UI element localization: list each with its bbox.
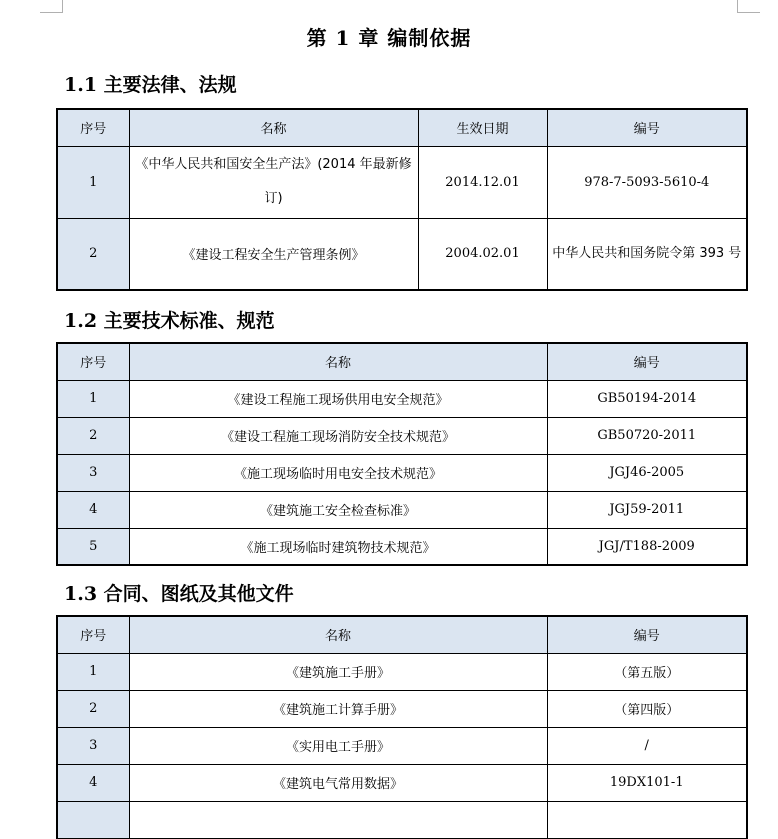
row-code — [547, 801, 747, 838]
section-heading-laws: 1.1 主要法律、法规 — [64, 74, 237, 96]
row-name — [129, 801, 547, 838]
table-row — [57, 653, 747, 690]
row-index: 1 — [57, 380, 129, 417]
row-code: JGJ46-2005 — [547, 454, 747, 491]
row-name: 《中华人民共和国安全生产法》(2014 年最新修订) — [129, 146, 418, 218]
table-header-row — [57, 616, 747, 653]
table-row — [57, 491, 747, 528]
laws-table — [56, 108, 748, 291]
row-date: 2004.02.01 — [418, 218, 547, 290]
table-row — [57, 690, 747, 727]
section-heading-standards: 1.2 主要技术标准、规范 — [64, 310, 275, 332]
chapter-title: 第 1 章 编制依据 — [306, 26, 472, 50]
header-index: 序号 — [57, 109, 129, 146]
table-row — [57, 528, 747, 565]
table-row — [57, 146, 747, 218]
table-row — [57, 417, 747, 454]
row-index: 2 — [57, 690, 129, 727]
row-index: 4 — [57, 491, 129, 528]
table-header-row — [57, 343, 747, 380]
header-index: 序号 — [57, 343, 129, 380]
row-index: 4 — [57, 764, 129, 801]
page-corner-mark-left — [40, 0, 63, 13]
header-date: 生效日期 — [418, 109, 547, 146]
row-name: 《建设工程施工现场供用电安全规范》 — [129, 380, 547, 417]
header-index: 序号 — [57, 616, 129, 653]
header-name: 名称 — [129, 109, 418, 146]
row-index: 3 — [57, 727, 129, 764]
documents-table — [56, 615, 748, 839]
row-code: 中华人民共和国务院令第 393 号 — [547, 218, 747, 290]
row-code: JGJ59-2011 — [547, 491, 747, 528]
row-name: 《实用电工手册》 — [129, 727, 547, 764]
row-name: 《建筑施工安全检查标准》 — [129, 491, 547, 528]
row-name: 《建设工程施工现场消防安全技术规范》 — [129, 417, 547, 454]
row-index: 2 — [57, 417, 129, 454]
table-row — [57, 764, 747, 801]
table-row — [57, 454, 747, 491]
row-name: 《施工现场临时建筑物技术规范》 — [129, 528, 547, 565]
table-row — [57, 218, 747, 290]
row-code: （第四版） — [547, 690, 747, 727]
row-code: 19DX101-1 — [547, 764, 747, 801]
row-date: 2014.12.01 — [418, 146, 547, 218]
row-name: 《建设工程安全生产管理条例》 — [129, 218, 418, 290]
row-name: 《施工现场临时用电安全技术规范》 — [129, 454, 547, 491]
table-row — [57, 380, 747, 417]
header-code: 编号 — [547, 616, 747, 653]
row-code: JGJ/T188-2009 — [547, 528, 747, 565]
header-name: 名称 — [129, 343, 547, 380]
row-index: 1 — [57, 653, 129, 690]
row-index — [57, 801, 129, 838]
header-code: 编号 — [547, 109, 747, 146]
header-name: 名称 — [129, 616, 547, 653]
table-row — [57, 801, 747, 838]
page-corner-mark-right — [737, 0, 760, 13]
table-header-row — [57, 109, 747, 146]
row-index: 2 — [57, 218, 129, 290]
row-index: 5 — [57, 528, 129, 565]
row-code: GB50194-2014 — [547, 380, 747, 417]
row-code: / — [547, 727, 747, 764]
row-code: GB50720-2011 — [547, 417, 747, 454]
row-index: 1 — [57, 146, 129, 218]
section-heading-documents: 1.3 合同、图纸及其他文件 — [64, 583, 294, 605]
standards-table — [56, 342, 748, 566]
row-index: 3 — [57, 454, 129, 491]
table-row — [57, 727, 747, 764]
row-code: （第五版） — [547, 653, 747, 690]
row-name: 《建筑施工计算手册》 — [129, 690, 547, 727]
header-code: 编号 — [547, 343, 747, 380]
row-code: 978-7-5093-5610-4 — [547, 146, 747, 218]
row-name: 《建筑施工手册》 — [129, 653, 547, 690]
row-name: 《建筑电气常用数据》 — [129, 764, 547, 801]
